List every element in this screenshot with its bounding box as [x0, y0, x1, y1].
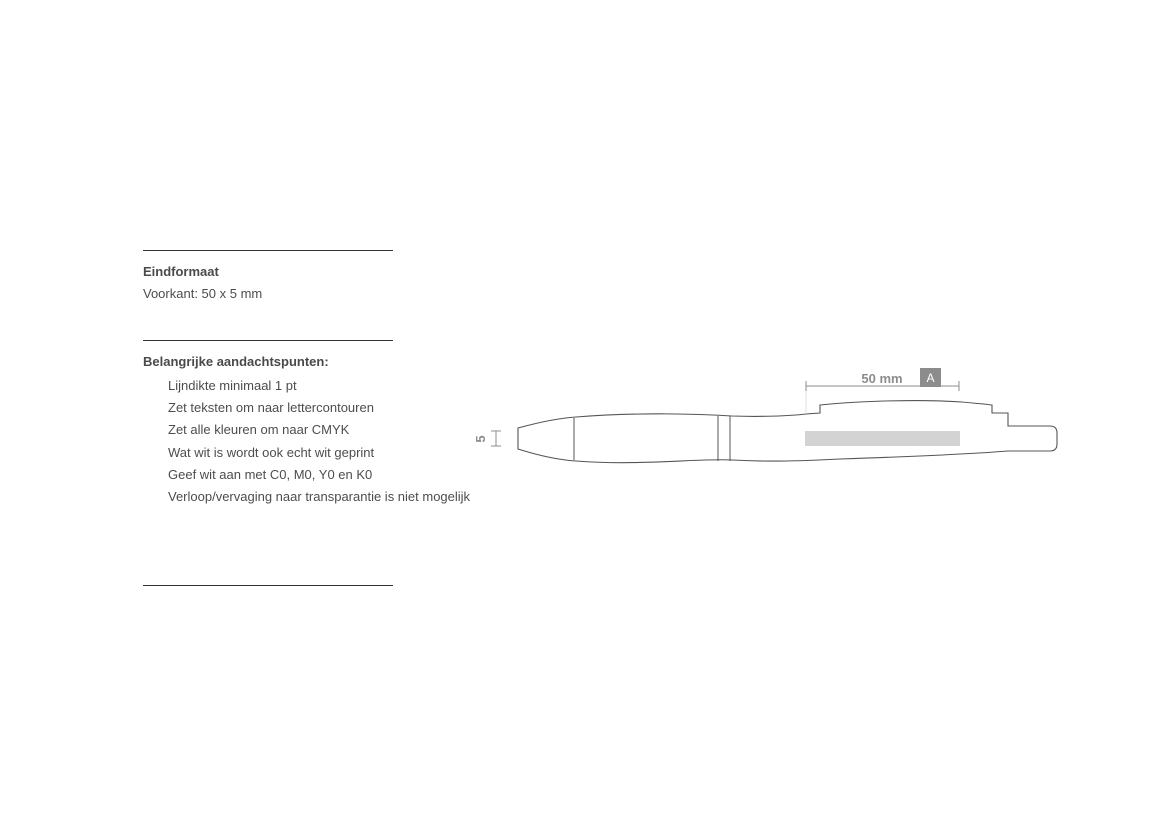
- list-item: Wat wit is wordt ook echt wit geprint: [168, 444, 375, 460]
- height-label: 5: [473, 435, 488, 443]
- list-item: Zet teksten om naar lettercontouren: [168, 400, 374, 416]
- list-item: Lijndikte minimaal 1 pt: [168, 378, 297, 393]
- print-area: [805, 431, 960, 446]
- final-format-heading: Eindformaat: [143, 264, 219, 279]
- width-label: 50 mm: [861, 371, 903, 386]
- final-format-value: Voorkant: 50 x 5 mm: [143, 286, 263, 301]
- notes-heading: Belangrijke aandachtspunten:: [143, 354, 329, 369]
- area-badge-label: A: [926, 371, 935, 385]
- list-item: Zet alle kleuren om naar CMYK: [168, 422, 350, 438]
- pen-outline: [518, 401, 1057, 463]
- list-item: Geef wit aan met C0, M0, Y0 en K0: [168, 466, 373, 482]
- list-item: Verloop/vervaging naar transparantie is niet mogelijk: [168, 489, 471, 505]
